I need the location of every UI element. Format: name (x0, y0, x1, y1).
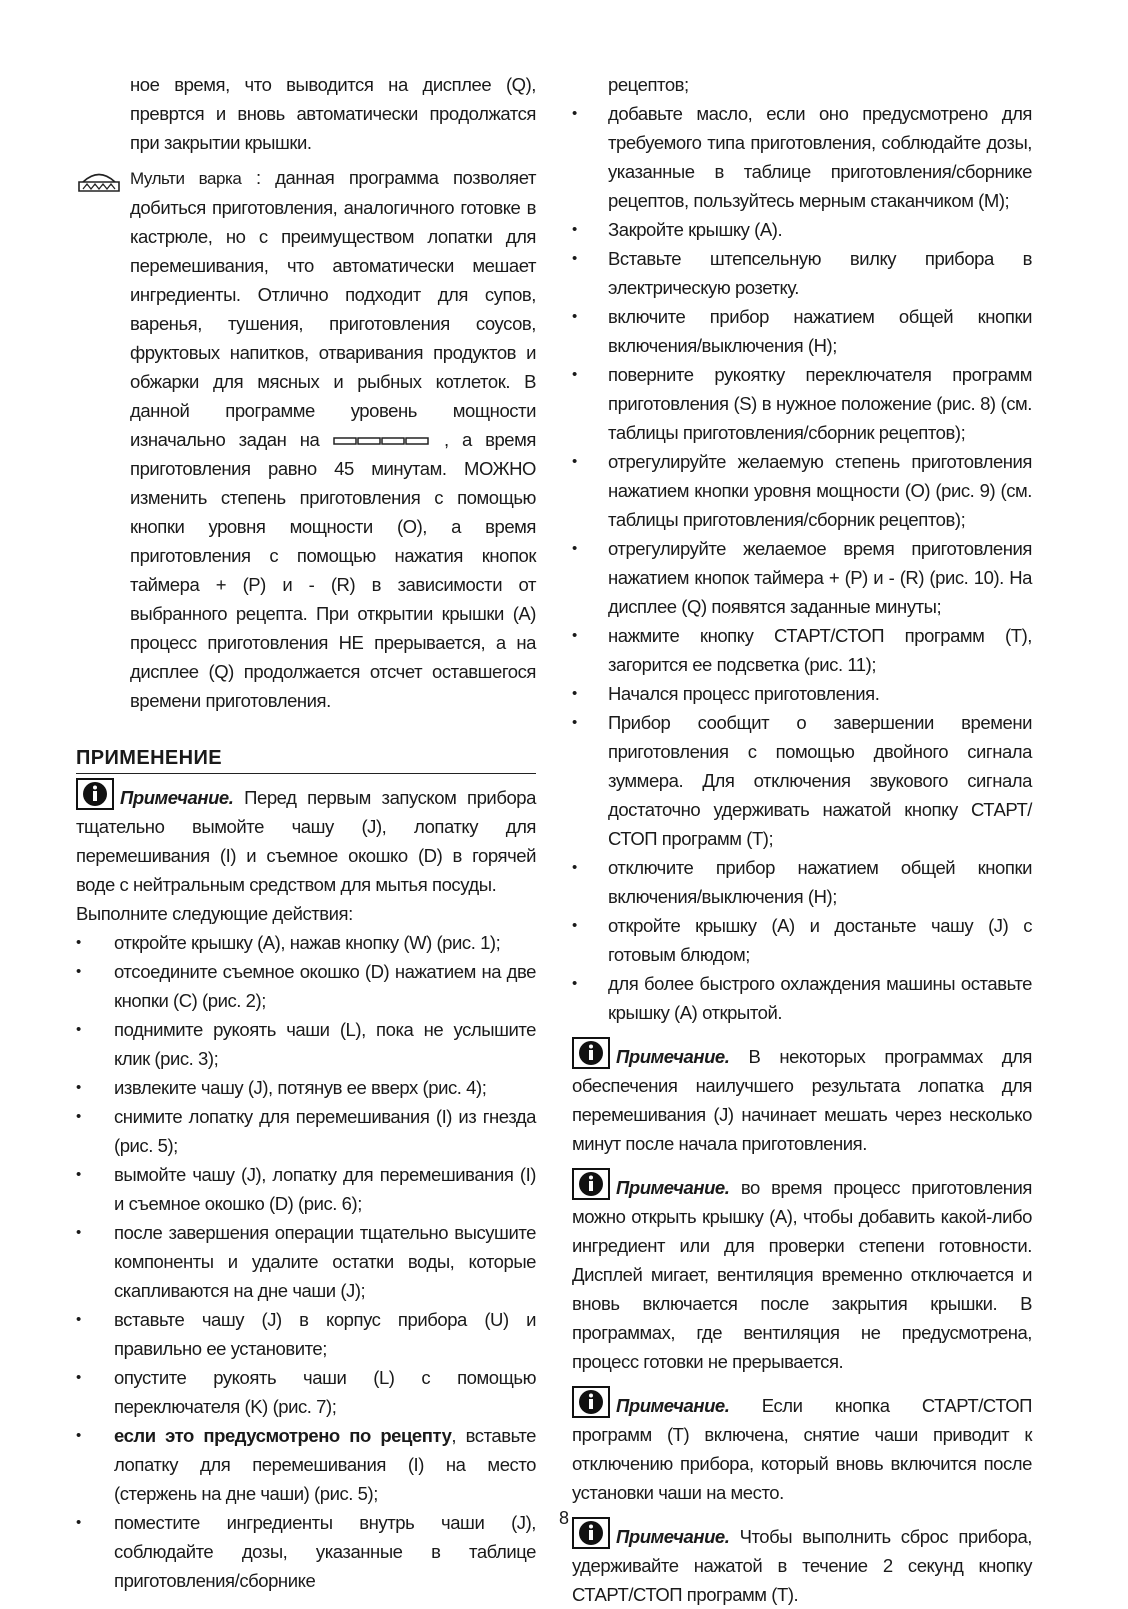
note-stirring (572, 1037, 1032, 1158)
info-icon (76, 778, 114, 810)
right-column (572, 70, 1032, 1609)
section-heading: ПРИМЕНЕНИЕ (76, 745, 536, 774)
list-item: • после завершения операции тщательно высушите компоненты и удалите остатки воды, которые скапливаются на дне чаши (J); (76, 1218, 536, 1305)
multi-cook-section (76, 163, 536, 715)
left-column (76, 70, 536, 1595)
list-item: • отсоедините съемное окошко (D) нажатием на две кнопки (C) (рис. 2); (76, 957, 536, 1015)
info-icon (572, 1037, 610, 1069)
note-label: Примечание. (616, 1395, 730, 1416)
note-text: Если кнопка СТАРТ/СТОП программ (T) включена, снятие чаши приводит к отключению прибора, который вновь включится после установки чаши на место. (572, 1395, 1032, 1503)
list-item: • снимите лопатку для перемешивания (I) из гнезда (рис. 5); (76, 1102, 536, 1160)
note-text: во время процесс приготовления можно открыть крышку (A), чтобы добавить какой-либо ингредиент или для проверки степени готовности. Дисплей мигает, вентиляция временно отключается и вновь включается после закрытия крышки. В программах, где вентиляция не предусмотрена, процесс готовки не прерывается. (572, 1177, 1032, 1372)
note-label: Примечание. (120, 787, 234, 808)
info-icon (572, 1168, 610, 1200)
note-reset (572, 1517, 1032, 1609)
multi-cook-text-2: , а время приготовления равно 45 минутам. МОЖНО изменить степень приготовления с помощью кнопки уровня мощности (O), а время приготовления с помощью нажатия кнопок таймера + (P) и - (R) в зависимости от выбранного рецепта. При открытии крышки (A) процесс приготовления НЕ прерывается, а на дисплее (Q) продолжается отсчет оставшегося времени приготовления. (130, 429, 536, 711)
note-text: В некоторых программах для обеспечения наилучшего результата лопатка для перемешивания (J) начинает мешать через несколько минут после начала приготовления. (572, 1046, 1032, 1154)
list-item: • извлеките чашу (J), потянув ее вверх (рис. 4); (76, 1073, 536, 1102)
list-item: • вставьте чашу (J) в корпус прибора (U) и правильно ее установите; (76, 1305, 536, 1363)
list-item: • поднимите рукоять чаши (L), пока не услышите клик (рис. 3); (76, 1015, 536, 1073)
pot-icon (76, 169, 122, 193)
list-item: • отрегулируйте желаемую степень приготовления нажатием кнопки уровня мощности (O) (рис. 9) (см. таблицы приготовления/сборник рецептов); (572, 447, 1032, 534)
list-item: • включите прибор нажатием общей кнопки включения/выключения (H); (572, 302, 1032, 360)
steps-intro: Выполните следующие действия: (76, 903, 353, 924)
list-item: • опустите рукоять чаши (L) с помощью переключателя (K) (рис. 7); (76, 1363, 536, 1421)
list-item: • откройте крышку (A), нажав кнопку (W) (рис. 1); (76, 928, 536, 957)
list-item: • отключите прибор нажатием общей кнопки включения/выключения (H); (572, 853, 1032, 911)
list-item: • поверните рукоятку переключателя программ приготовления (S) в нужное положение (рис. 8) (см. таблицы приготовления/сборник рецептов); (572, 360, 1032, 447)
list-item: • Закройте крышку (A). (572, 215, 1032, 244)
note-bowl-removal (572, 1386, 1032, 1507)
bold-condition: если это предусмотрено по рецепту (114, 1425, 452, 1446)
list-item: • Прибор сообщит о завершении времени приготовления с помощью двойного сигнала зуммера. Для отключения звукового сигнала достаточно удерживать нажатой кнопку СТАРТ/СТОП программ (T); (572, 708, 1032, 853)
list-item-recipe (76, 1421, 536, 1508)
note-label: Примечание. (616, 1177, 730, 1198)
multi-cook-text-1: : данная программа позволяет добиться приготовления, аналогичного готовке в кастрюле, но с преимуществом лопатки для перемешивания, что автоматически мешает ингредиенты. Отлично подходит для супов, варенья, тушения, приготовления соусов, фруктовых напитков, отваривания продуктов и обжарки для мясных и рыбных котлеток. В данной программе уровень мощности изначально задан на (130, 167, 536, 450)
power-level-icon (333, 435, 431, 447)
note-open-lid (572, 1168, 1032, 1376)
note-first-use (76, 778, 536, 899)
list-item: • для более быстрого охлаждения машины оставьте крышку (A) открытой. (572, 969, 1032, 1027)
multi-cook-label: Мульти варка (130, 169, 242, 188)
list-item: • Вставьте штепсельную вилку прибора в электрическую розетку. (572, 244, 1032, 302)
info-icon (572, 1386, 610, 1418)
note-text: Перед первым запуском прибора тщательно вымойте чашу (J), лопатку для перемешивания (I) и съемное окошко (D) в горячей воде с нейтральным средством для мытья посуды. (76, 787, 536, 895)
list-item: • вымойте чашу (J), лопатку для перемешивания (I) и съемное окошко (D) (рис. 6); (76, 1160, 536, 1218)
note-text: Чтобы выполнить сброс прибора, удерживайте нажатой в течение 2 секунд кнопку СТАРТ/СТОП программ (T). (572, 1526, 1032, 1605)
recipe-rest: , вставьте лопатку для перемешивания (I) на место (стержень на дне чаши) (рис. 5); (114, 1425, 536, 1504)
page-number: 8 (558, 1508, 569, 1528)
list-item: • Начался процесс приготовления. (572, 679, 1032, 708)
note-label: Примечание. (616, 1526, 730, 1547)
list-item: • откройте крышку (A) и достаньте чашу (J) с готовым блюдом; (572, 911, 1032, 969)
continued-text: ное время, что выводится на дисплее (Q), превртся и вновь автоматически продолжатся при закрытии крышки. (130, 74, 536, 153)
note-label: Примечание. (616, 1046, 730, 1067)
list-item: • добавьте масло, если оно предусмотрено для требуемого типа приготовления, соблюдайте дозы, указанные в таблице приготовления/сборнике рецептов, пользуйтесь мерным стаканчиком (M); (572, 99, 1032, 215)
list-item: • отрегулируйте желаемое время приготовления нажатием кнопок таймера + (P) и - (R) (рис. 10). На дисплее (Q) появятся заданные минуты; (572, 534, 1032, 621)
list-item: • нажмите кнопку СТАРТ/СТОП программ (T), загорится ее подсветка (рис. 11); (572, 621, 1032, 679)
list-item: • поместите ингредиенты внутрь чаши (J), соблюдайте дозы, указанные в таблице приготовления/сборнике (76, 1508, 536, 1595)
continued-text: рецептов; (608, 74, 689, 95)
